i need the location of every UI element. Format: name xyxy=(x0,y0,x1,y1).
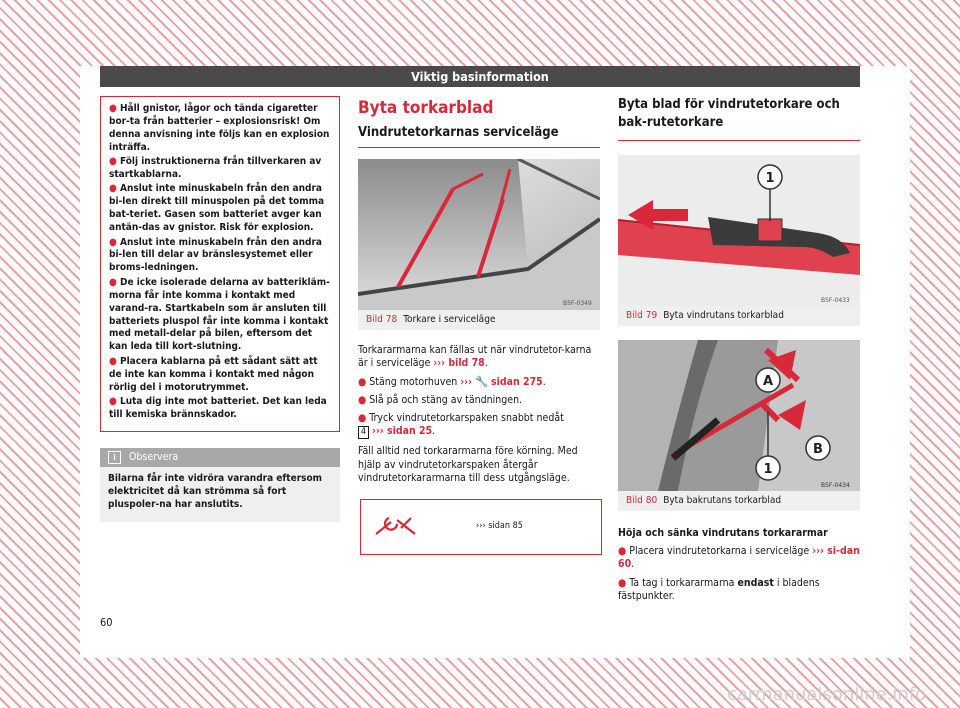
note-body: Bilarna får inte vidröra varandra eftersom elektricitet då kan strömma så fort pluspoler-na har anslutits. xyxy=(108,473,323,511)
info-icon: i xyxy=(108,451,121,464)
page-ref-link[interactable]: sidan 275 xyxy=(491,375,543,388)
warning-box xyxy=(100,96,340,432)
maintenance-ref-box xyxy=(360,499,602,555)
warning-item: ● Anslut inte minuskabeln från den andra bi-len till delar av bränslesystemet eller broms-ledningen. xyxy=(109,236,322,274)
step-item: ● Tryck vindrutetorkarspaken snabbt nedåt 4 ››› sidan 25. xyxy=(358,412,564,438)
section-title: Byta torkarblad xyxy=(358,98,494,118)
intro-paragraph: Torkararmarna kan fällas ut när vindrutetor-karna är i serviceläge ››› bild 78. xyxy=(358,344,592,370)
figure-code: B5F-0349 xyxy=(563,300,592,307)
callout-label: B xyxy=(813,442,823,457)
warning-item: ● Luta dig inte mot batteriet. Det kan leda till kemiska brännskador. xyxy=(109,395,327,420)
page-number: 60 xyxy=(100,616,113,629)
section-heading: Byta blad för vindrutetorkare och bak-rutetorkare xyxy=(618,97,840,130)
step-item: ● Ta tag i torkararmarna endast i bladens fästpunkter. xyxy=(618,576,820,602)
figure-caption: Bild 78 Torkare i serviceläge xyxy=(358,310,600,330)
figure-code: B5F-0434 xyxy=(821,482,850,489)
warning-item: ● De icke isolerade delarna av batterikläm-morna får inte komma i kontakt med varand-ra. Startkabeln som är ansluten till batteriets pluspol får inte komma i kontakt med metall-delar på bilen, eftersom det kan leda till kort-slutning. xyxy=(109,276,330,353)
page-ref-link[interactable]: ››› sidan 85 xyxy=(476,521,523,532)
wrench-icon xyxy=(371,512,421,542)
figure-78 xyxy=(358,159,600,330)
subsection-heading: Höja och sänka vindrutans torkararmar xyxy=(618,527,828,539)
figure-caption: Bild 80 Byta bakrutans torkarblad xyxy=(618,491,860,511)
section-subtitle: Vindrutetorkarnas serviceläge xyxy=(358,125,559,140)
note-heading: Observera xyxy=(129,451,179,464)
right-column xyxy=(618,96,860,603)
middle-column xyxy=(358,96,600,555)
figure-80 xyxy=(618,340,860,511)
note-box xyxy=(100,448,340,522)
windshield-wiper-image xyxy=(358,159,600,310)
wrench-icon: 🔧 xyxy=(474,375,489,388)
closing-paragraph: Fäll alltid ned torkararmarna före körning. Med hjälp av vindrutetorkarspaken återgår vindrutetorkararmarna till dess utgångsläge. xyxy=(358,445,578,485)
page-ref-link[interactable]: ››› si-dan 60 xyxy=(618,545,860,571)
page-ref-link[interactable]: ››› sidan 25 xyxy=(372,425,433,438)
front-wiper-blade-image xyxy=(618,155,860,306)
figure-caption: Bild 79 Byta vindrutans torkarblad xyxy=(618,306,860,326)
left-column xyxy=(100,96,340,522)
warning-item: ● Placera kablarna på ett sådant sätt att de inte kan komma i kontakt med någon rörlig del i motorutrymmet. xyxy=(109,355,318,393)
step-item: ● Stäng motorhuven ››› 🔧 sidan 275. xyxy=(358,375,546,388)
warning-item: ● Håll gnistor, lågor och tända cigaretter bor-ta från batterier – explosionsrisk! Om denna anvisning inte följs kan en explosion inträffa. xyxy=(109,103,330,153)
figure-code: B5F-0433 xyxy=(821,297,850,304)
rear-wiper-blade-image xyxy=(618,340,860,491)
watermark: carmanualsonline.info xyxy=(727,684,927,705)
callout-label: A xyxy=(762,374,774,389)
step-item: ● Placera vindrutetorkarna i serviceläge ››› si-dan 60. xyxy=(618,545,860,571)
control-number: 4 xyxy=(358,426,369,439)
callout-label: 1 xyxy=(763,462,773,477)
figure-79 xyxy=(618,155,860,326)
divider xyxy=(358,147,600,148)
warning-item: ● Anslut inte minuskabeln från den andra bi-len direkt till minuspolen på det tomma bat-teriet. Gasen som batteriet avger kan antän-das av gnistor. Risk för explosion. xyxy=(109,183,325,234)
page-header: Viktig basinformation xyxy=(100,66,860,87)
warning-item: ● Följ instruktionerna från tillverkaren av startkablarna. xyxy=(109,156,322,181)
step-item: ● Slå på och stäng av tändningen. xyxy=(358,393,523,406)
callout-label: 1 xyxy=(765,171,775,186)
note-header xyxy=(100,448,340,467)
figure-ref-link[interactable]: ››› bild 78 xyxy=(433,357,485,370)
divider xyxy=(618,140,860,141)
